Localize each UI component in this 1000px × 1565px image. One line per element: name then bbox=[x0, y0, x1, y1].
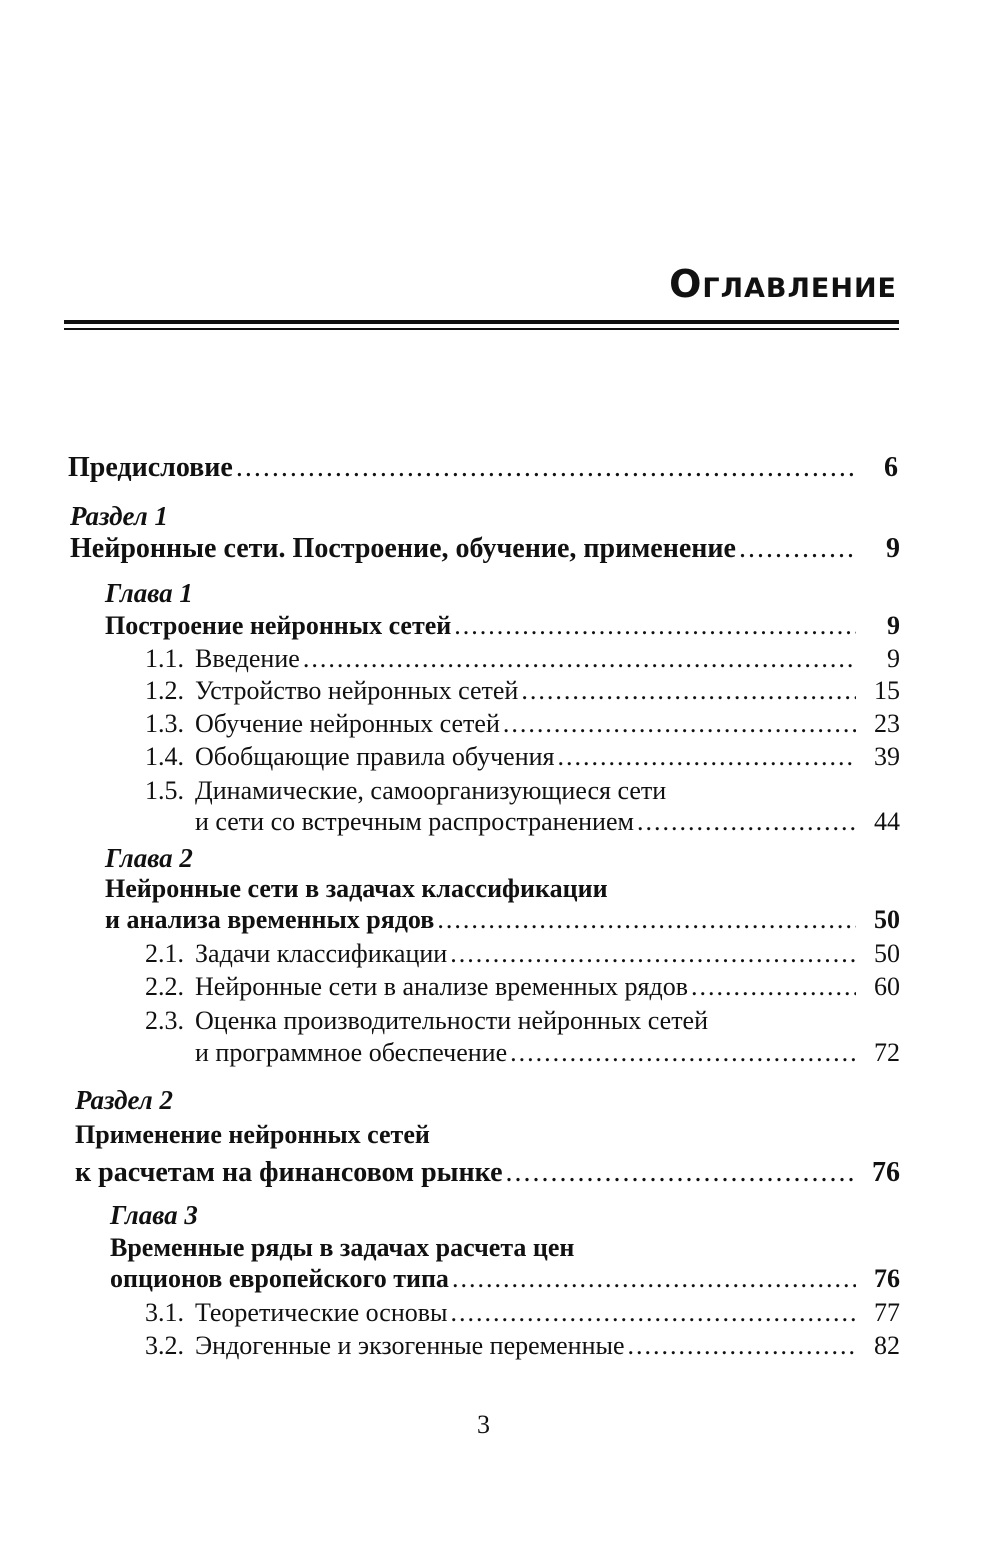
toc-entry-chapter1[interactable]: Построение нейронных сетей ..... 9 bbox=[105, 610, 900, 642]
toc-entry-chapter3[interactable]: опционов европейского типа ..... 76 bbox=[110, 1263, 900, 1295]
toc-entry-section[interactable]: 1.2. Устройство нейронных сетей ..... 15 bbox=[145, 675, 900, 707]
leader-dots bbox=[236, 452, 854, 484]
leader-dots bbox=[558, 741, 857, 773]
leader-dots bbox=[454, 610, 856, 642]
toc-entry-section[interactable]: 3.2. Эндогенные и экзогенные переменные ..... 82 bbox=[145, 1330, 900, 1362]
page-ref: 9 bbox=[887, 611, 900, 640]
page-number: 3 bbox=[477, 1410, 490, 1439]
chapter-title-line1: Временные ряды в задачах расчета цен bbox=[110, 1233, 575, 1262]
toc-entry-preface[interactable]: Предисловие ..... 6 bbox=[68, 452, 898, 484]
page-ref: 76 bbox=[872, 1157, 900, 1188]
toc-entry-section[interactable]: 3.1. Теоретические основы ..... 77 bbox=[145, 1297, 900, 1329]
leader-dots bbox=[628, 1330, 856, 1362]
page-ref: 39 bbox=[874, 742, 900, 771]
page-title: Оглавление bbox=[669, 262, 897, 306]
toc-entry-chapter2[interactable]: и анализа временных рядов ..... 50 bbox=[105, 904, 900, 936]
chapter-label: Глава 2 bbox=[105, 843, 193, 873]
leader-dots bbox=[450, 1297, 856, 1329]
chapter-title-line1: Нейронные сети в задачах классификации bbox=[105, 874, 608, 903]
page-ref: 9 bbox=[887, 644, 900, 673]
page-ref: 9 bbox=[886, 533, 900, 564]
leader-dots bbox=[521, 675, 856, 707]
toc-entry-section[interactable]: 2.2. Нейронные сети в анализе временных рядов ..... 60 bbox=[145, 971, 900, 1003]
toc-entry-part1[interactable]: Нейронные сети. Построение, обучение, применение ..... 9 bbox=[70, 533, 900, 565]
page-ref: 76 bbox=[874, 1264, 900, 1293]
leader-dots bbox=[739, 533, 856, 565]
leader-dots bbox=[450, 938, 856, 970]
chapter-label: Глава 3 bbox=[110, 1200, 198, 1230]
toc-entry-section-line2[interactable]: и программное обеспечение ..... 72 bbox=[195, 1037, 900, 1069]
leader-dots bbox=[503, 708, 856, 740]
page-ref: 23 bbox=[874, 709, 900, 738]
leader-dots bbox=[637, 806, 856, 838]
chapter-label: Глава 1 bbox=[105, 578, 193, 608]
leader-dots bbox=[452, 1263, 856, 1295]
toc-entry-section[interactable]: 2.1. Задачи классификации ..... 50 bbox=[145, 938, 900, 970]
toc-entry-section-line1[interactable]: 1.5. Динамические, самоорганизующиеся сети bbox=[145, 776, 667, 805]
toc-entry-section[interactable]: 1.4. Обобщающие правила обучения ..... 39 bbox=[145, 741, 900, 773]
part-label: Раздел 1 bbox=[70, 501, 168, 531]
toc-entry-section-line2[interactable]: и сети со встречным распространением ..... 44 bbox=[195, 806, 900, 838]
page-ref: 44 bbox=[874, 807, 900, 836]
page-ref: 77 bbox=[874, 1298, 900, 1327]
leader-dots bbox=[506, 1157, 857, 1189]
page-ref: 72 bbox=[874, 1038, 900, 1067]
page-ref: 50 bbox=[874, 939, 900, 968]
toc-entry-section-line1[interactable]: 2.3. Оценка производительности нейронных сетей bbox=[145, 1006, 709, 1035]
toc-entry-part2[interactable]: к расчетам на финансовом рынке ..... 76 bbox=[75, 1157, 900, 1189]
page-ref: 60 bbox=[874, 972, 900, 1001]
page-ref: 82 bbox=[874, 1331, 900, 1360]
leader-dots bbox=[303, 643, 856, 675]
leader-dots bbox=[510, 1037, 856, 1069]
toc-entry-section[interactable]: 1.1. Введение ..... 9 bbox=[145, 643, 900, 675]
toc-entry-section[interactable]: 1.3. Обучение нейронных сетей ..... 23 bbox=[145, 708, 900, 740]
page-ref: 6 bbox=[884, 452, 898, 483]
part-label: Раздел 2 bbox=[75, 1085, 173, 1115]
leader-dots bbox=[691, 971, 856, 1003]
page-ref: 15 bbox=[874, 676, 900, 705]
part-title-line1: Применение нейронных сетей bbox=[75, 1120, 430, 1149]
page-ref: 50 bbox=[874, 905, 900, 934]
leader-dots bbox=[437, 904, 856, 936]
